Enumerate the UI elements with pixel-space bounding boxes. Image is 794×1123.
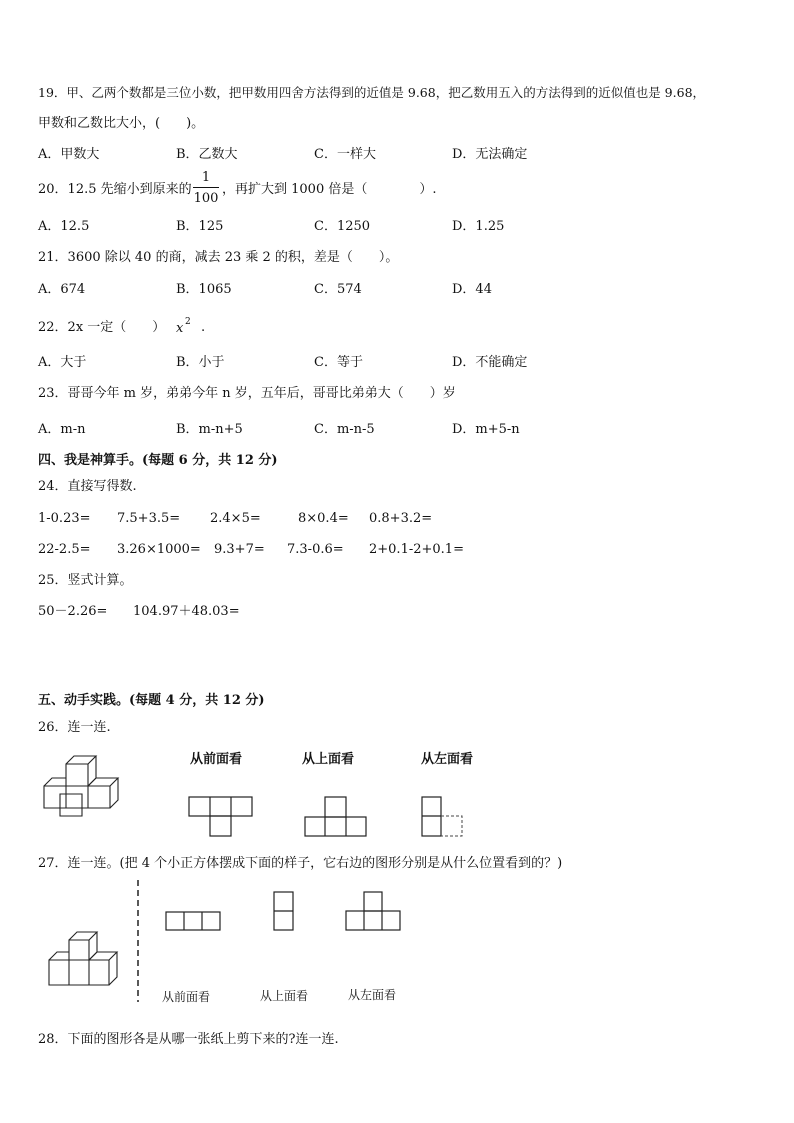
q20-fraction-denominator: 100 [193,191,219,206]
q24-text: 24．直接写得数. [38,479,137,494]
q20-text-post: ，再扩大到 1000 倍是（ ）. [222,182,437,197]
q24-row2-item1: 22-2.5= [38,542,91,557]
q22-option-d[interactable]: D．不能确定 [452,355,528,370]
q19-line1: 19．甲、乙两个数都是三位小数，把甲数用四舍方法得到的近值是 9.68，把乙数用五入的方法得到的近似值也是 9.68， [38,85,706,100]
section-4-title: 四、我是神算手。(每题 6 分，共 12 分) [38,453,278,468]
q26-view-step-shape[interactable] [304,796,368,838]
q20-text-pre: 20．12.5 先缩小到原来的 [38,182,192,197]
q27-text: 27．连一连。(把 4 个小正方体摆成下面的样子，它右边的图形分别是从什么位置看到的？) [38,856,563,871]
q23-option-b[interactable]: B．m-n+5 [176,422,243,437]
q27-view-row-of-three[interactable] [165,911,223,933]
q26-label-front: 从前面看 [190,752,243,767]
q24-row1-item3: 2.4×5= [210,511,261,526]
q25-item2: 104.97＋48.03= [133,604,240,619]
q19-option-c[interactable]: C．一样大 [314,147,376,162]
q19-option-d[interactable]: D．无法确定 [452,147,528,162]
q24-row1-item1: 1-0.23= [38,511,91,526]
q27-view-column-of-two[interactable] [273,891,295,933]
q24-row1-item4: 8×0.4= [298,511,349,526]
q24-row2-item2: 3.26×1000= [117,542,201,557]
q21-option-d[interactable]: D．44 [452,282,492,297]
q27-label-top: 从上面看 [260,989,309,1003]
q26-view-t-shape[interactable] [188,796,254,838]
q23-option-d[interactable]: D．m+5-n [452,422,520,437]
q28-text: 28．下面的图形各是从哪一张纸上剪下来的?连一连. [38,1032,339,1047]
q27-view-step-shape[interactable] [345,891,403,933]
q22-text-post: . [201,320,206,335]
q21-option-c[interactable]: C．574 [314,282,362,297]
q27-dashed-divider [135,880,141,1005]
q20-option-a[interactable]: A．12.5 [38,219,90,234]
q26-view-l-shape[interactable] [421,796,465,838]
q26-cube-figure [42,750,142,820]
q22-text-pre: 22．2x 一定（ ） [38,320,166,335]
section-5-title: 五、动手实践。(每题 4 分，共 12 分) [38,693,265,708]
q26-label-left: 从左面看 [421,752,474,767]
q23-option-a[interactable]: A．m-n [38,422,86,437]
q21-option-a[interactable]: A．674 [38,282,86,297]
q27-cube-figure [45,930,125,990]
q20-option-d[interactable]: D．1.25 [452,219,505,234]
q26-text: 26．连一连. [38,720,111,735]
q27-label-front: 从前面看 [162,990,211,1004]
q22-option-a[interactable]: A．大于 [38,355,87,370]
q20-fraction-numerator: 1 [201,170,211,185]
q20-option-b[interactable]: B．125 [176,219,224,234]
q24-row2-item4: 7.3-0.6= [287,542,344,557]
q19-line2: 甲数和乙数比大小，( )。 [38,116,205,131]
q25-text: 25．竖式计算。 [38,573,133,588]
q22-option-c[interactable]: C．等于 [314,355,363,370]
q27-label-left: 从左面看 [348,988,397,1002]
q22-variable: x [176,321,184,336]
q20-option-c[interactable]: C．1250 [314,219,371,234]
q24-row2-item3: 9.3+7= [214,542,265,557]
q22-exponent: 2 [185,317,191,327]
q24-row1-item5: 0.8+3.2= [369,511,433,526]
q21-text: 21．3600 除以 40 的商，减去 23 乘 2 的积，差是（ ）。 [38,250,399,265]
q20-fraction-bar [193,187,219,188]
q25-item1: 50－2.26= [38,604,108,619]
q24-row1-item2: 7.5+3.5= [117,511,181,526]
q19-option-b[interactable]: B．乙数大 [176,147,238,162]
q22-option-b[interactable]: B．小于 [176,355,225,370]
q26-label-top: 从上面看 [302,752,355,767]
q19-option-a[interactable]: A．甲数大 [38,147,100,162]
q24-row2-item5: 2+0.1-2+0.1= [369,542,464,557]
q23-option-c[interactable]: C．m-n-5 [314,422,375,437]
q21-option-b[interactable]: B．1065 [176,282,232,297]
q23-text: 23．哥哥今年 m 岁，弟弟今年 n 岁，五年后，哥哥比弟弟大（ ）岁 [38,386,456,401]
